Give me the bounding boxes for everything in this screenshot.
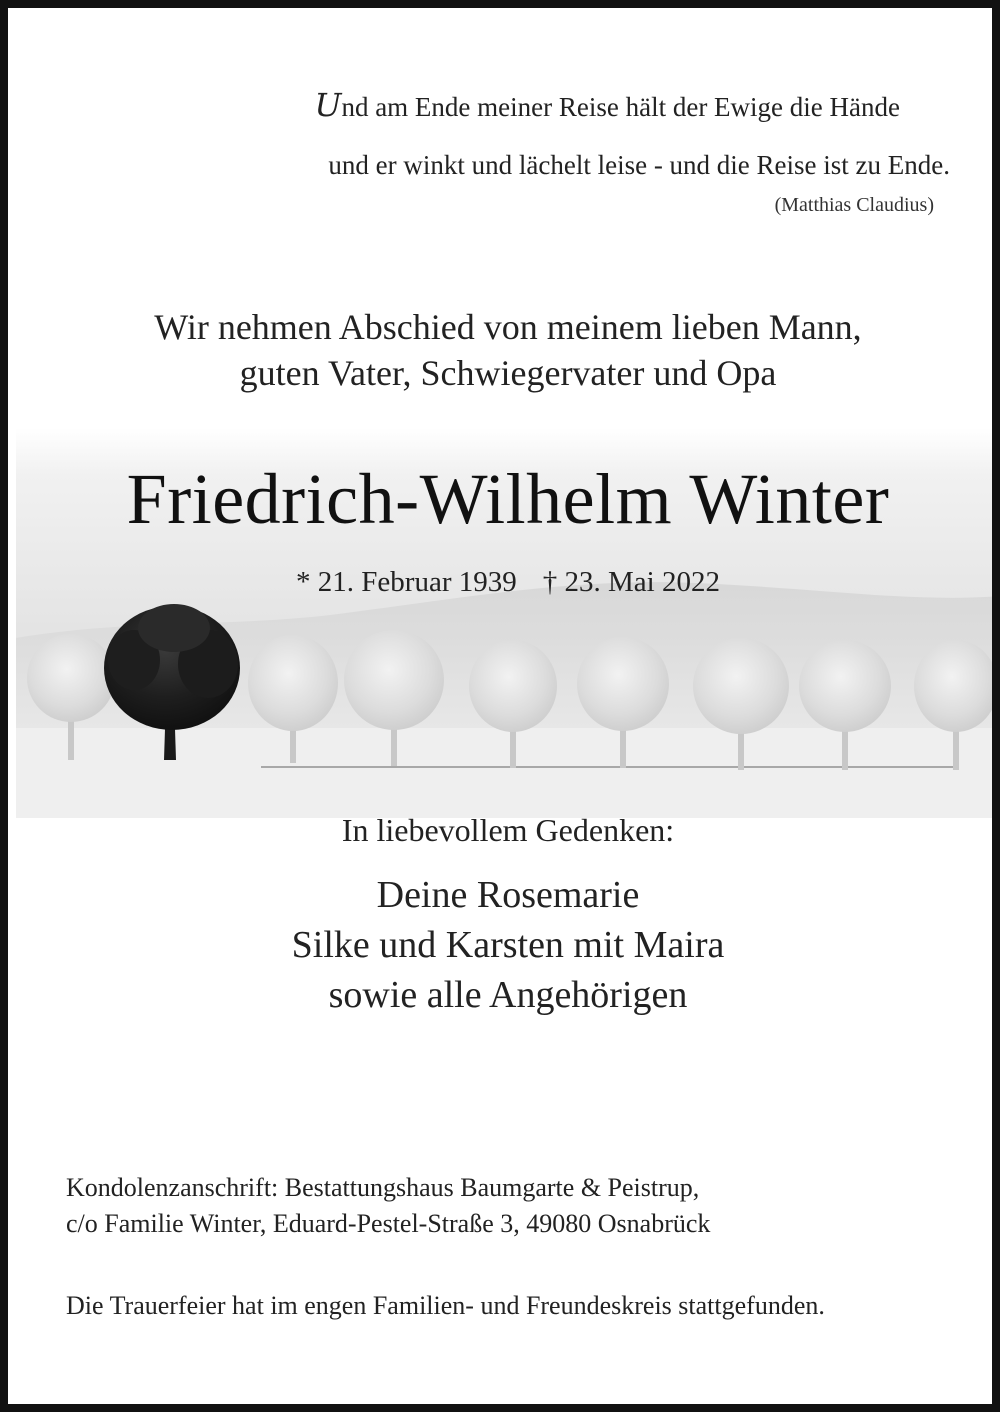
poem-initial: U <box>314 86 342 124</box>
meadow <box>16 728 1000 818</box>
death-date: † 23. Mai 2022 <box>542 566 720 598</box>
poem-line-1 <box>158 76 950 136</box>
deceased-name: Friedrich-Wilhelm Winter <box>126 459 890 539</box>
life-dates <box>8 566 1000 599</box>
mourner-line: Deine Rosemarie <box>376 874 640 916</box>
condolence-address <box>66 1170 950 1242</box>
condolence-line-1: Kondolenzanschrift: Bestattungshaus Baumgarte & Peistrup, <box>66 1173 700 1202</box>
farewell-intro <box>8 304 1000 396</box>
poem-quote <box>158 76 950 194</box>
mourner-line: sowie alle Angehörigen <box>328 974 688 1016</box>
poem-line-1-text: nd am Ende meiner Reise hält der Ewige die Hände <box>341 92 900 122</box>
ceremony-note: Die Trauerfeier hat im engen Familien- und Freundeskreis stattgefunden. <box>66 1291 825 1320</box>
poem-line-2: und er winkt und lächelt leise - und die Reise ist zu Ende. <box>328 150 950 180</box>
intro-line-2: guten Vater, Schwiegervater und Opa <box>239 353 777 393</box>
birth-date: * 21. Februar 1939 <box>296 566 517 598</box>
dark-tree-crown-lobe <box>138 604 210 652</box>
intro-line-1: Wir nehmen Abschied von meinem lieben Mann, <box>154 307 862 347</box>
mourners-list <box>8 870 1000 1020</box>
condolence-line-2: c/o Familie Winter, Eduard-Pestel-Straße 3, 49080 Osnabrück <box>66 1209 711 1238</box>
poem-author: (Matthias Claudius) <box>774 194 934 216</box>
mourner-line: Silke und Karsten mit Maira <box>291 924 725 966</box>
memory-heading: In liebevollem Gedenken: <box>341 812 675 848</box>
